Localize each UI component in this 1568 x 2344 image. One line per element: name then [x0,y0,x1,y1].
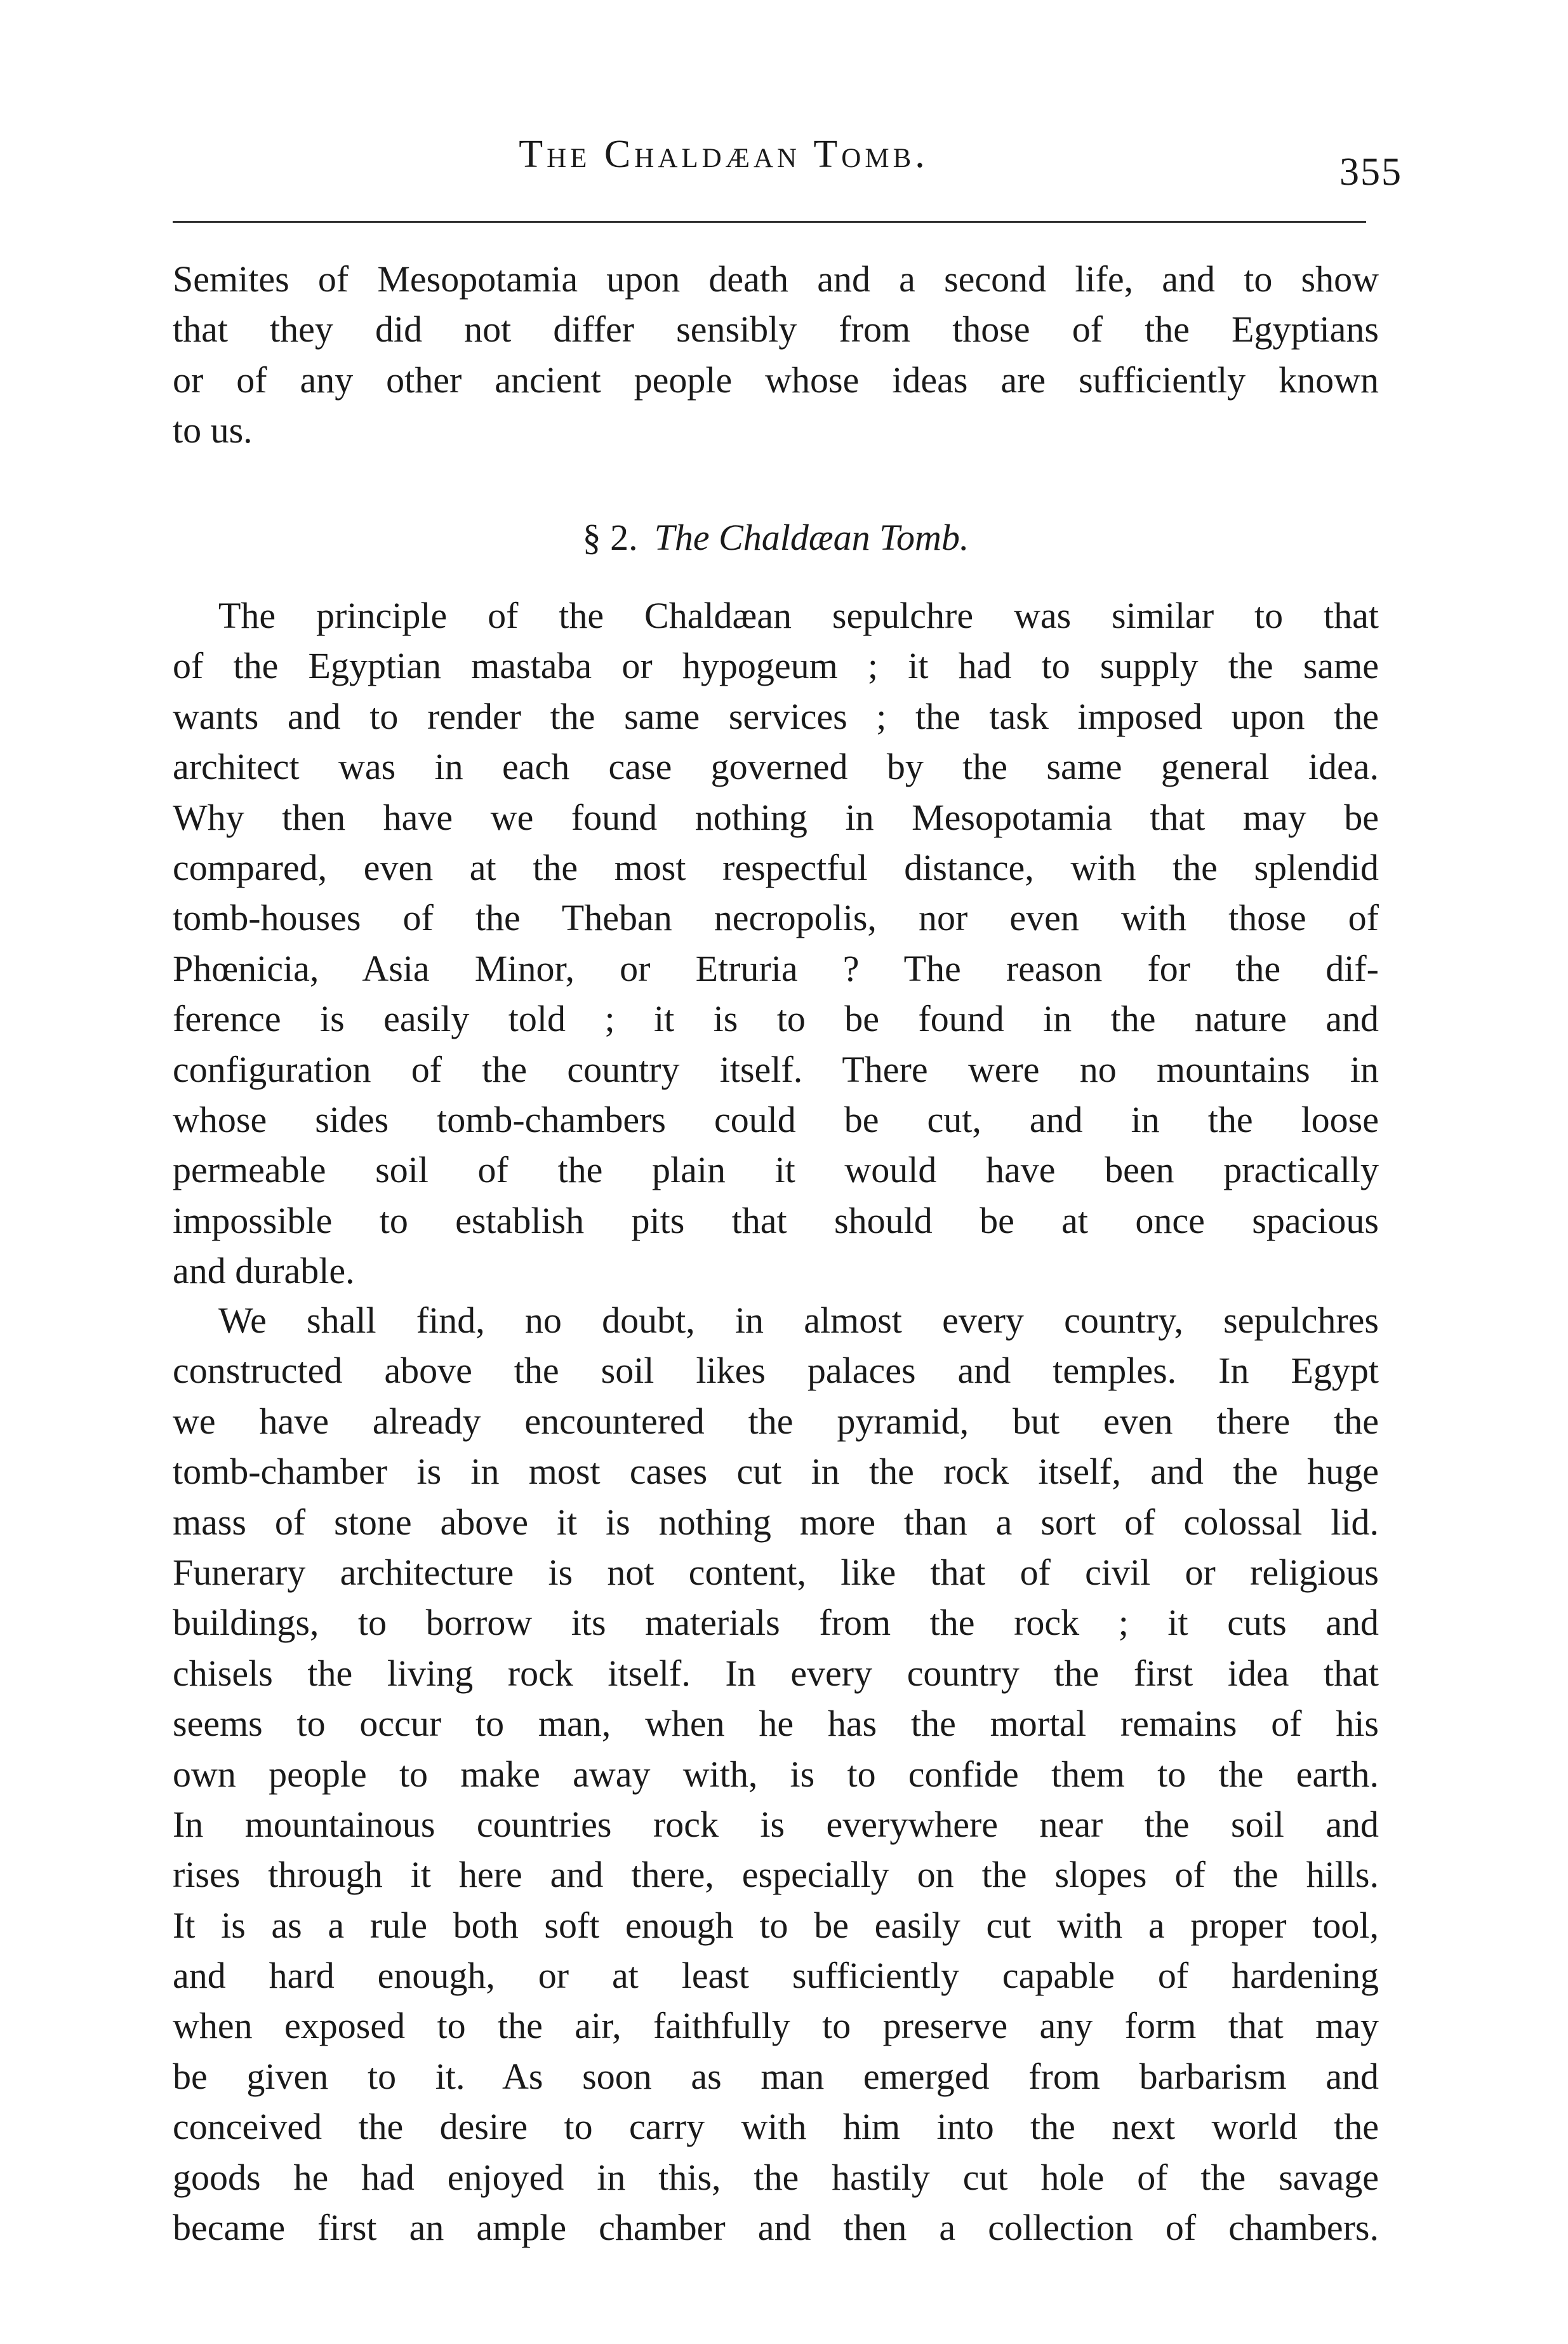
text-line: wants and to render the same services ; the task imposed upon the [173,695,1379,737]
paragraph-1 [173,590,1379,1296]
text-line: own people to make away with, is to confide them to the earth. [173,1753,1379,1795]
page-number: 355 [1339,150,1402,194]
text-line: and durable. [173,1250,355,1292]
text-line: permeable soil of the plain it would have been practically [173,1149,1379,1191]
text-line: be given to it. As soon as man emerged from barbarism and [173,2055,1379,2097]
text-line: impossible to establish pits that should be at once spacious [173,1199,1379,1241]
text-line: configuration of the country itself. There were no mountains in [173,1048,1379,1090]
text-line: Phœnicia, Asia Minor, or Etruria ? The reason for the dif- [173,947,1379,989]
text-line: or of any other ancient people whose ideas are sufficiently known [173,359,1379,401]
paragraph-2 [173,1295,1379,2253]
text-line: became first an ample chamber and then a collection of chambers. [173,2207,1379,2249]
text-line: We shall find, no doubt, in almost every country, sepulchres [218,1300,1379,1341]
text-line: The principle of the Chaldæan sepulchre was similar to that [218,595,1379,636]
text-line: rises through it here and there, especially on the slopes of the hills. [173,1854,1379,1896]
text-line: whose sides tomb-chambers could be cut, and in the loose [173,1098,1379,1140]
text-line: to us. [173,410,253,451]
intro-paragraph [173,254,1379,456]
section-heading [173,519,1379,556]
text-line: compared, even at the most respectful distance, with the splendid [173,846,1379,888]
text-line: that they did not differ sensibly from those of the Egyptians [173,309,1379,350]
text-line: It is as a rule both soft enough to be easily cut with a proper tool, [173,1904,1379,1946]
text-line: mass of stone above it is nothing more than a sort of colossal lid. [173,1501,1379,1543]
text-line: In mountainous countries rock is everywhere near the soil and [173,1803,1379,1845]
text-line: Why then have we found nothing in Mesopotamia that may be [173,796,1379,838]
section-number: § 2. [582,517,638,558]
text-line: chisels the living rock itself. In every country the first idea that [173,1652,1379,1694]
text-line: tomb-houses of the Theban necropolis, nor even with those of [173,897,1379,939]
text-line: buildings, to borrow its materials from the rock ; it cuts and [173,1602,1379,1644]
text-line: Semites of Mesopotamia upon death and a second life, and to show [173,258,1379,300]
text-line: conceived the desire to carry with him into the next world the [173,2106,1379,2148]
text-line: ference is easily told ; it is to be found in the nature and [173,998,1379,1040]
text-line: tomb-chamber is in most cases cut in the rock itself, and the huge [173,1451,1379,1493]
text-line: goods he had enjoyed in this, the hastily cut hole of the savage [173,2156,1379,2198]
text-line: of the Egyptian mastaba or hypogeum ; it had to supply the same [173,645,1379,687]
text-line: architect was in each case governed by the same general idea. [173,746,1379,788]
text-line: when exposed to the air, faithfully to preserve any form that may [173,2005,1379,2047]
text-line: and hard enough, or at least sufficiently capable of hardening [173,1955,1379,1997]
text-line: constructed above the soil likes palaces and temples. In Egypt [173,1350,1379,1392]
section-title: The Chaldæan Tomb. [654,517,969,558]
text-line: Funerary architecture is not content, like that of civil or religious [173,1551,1379,1593]
running-header-title: The Chaldæan Tomb. [519,133,929,176]
text-line: we have already encountered the pyramid, but even there the [173,1400,1379,1442]
text-line: seems to occur to man, when he has the mortal remains of his [173,1703,1379,1745]
header-rule [173,221,1366,223]
